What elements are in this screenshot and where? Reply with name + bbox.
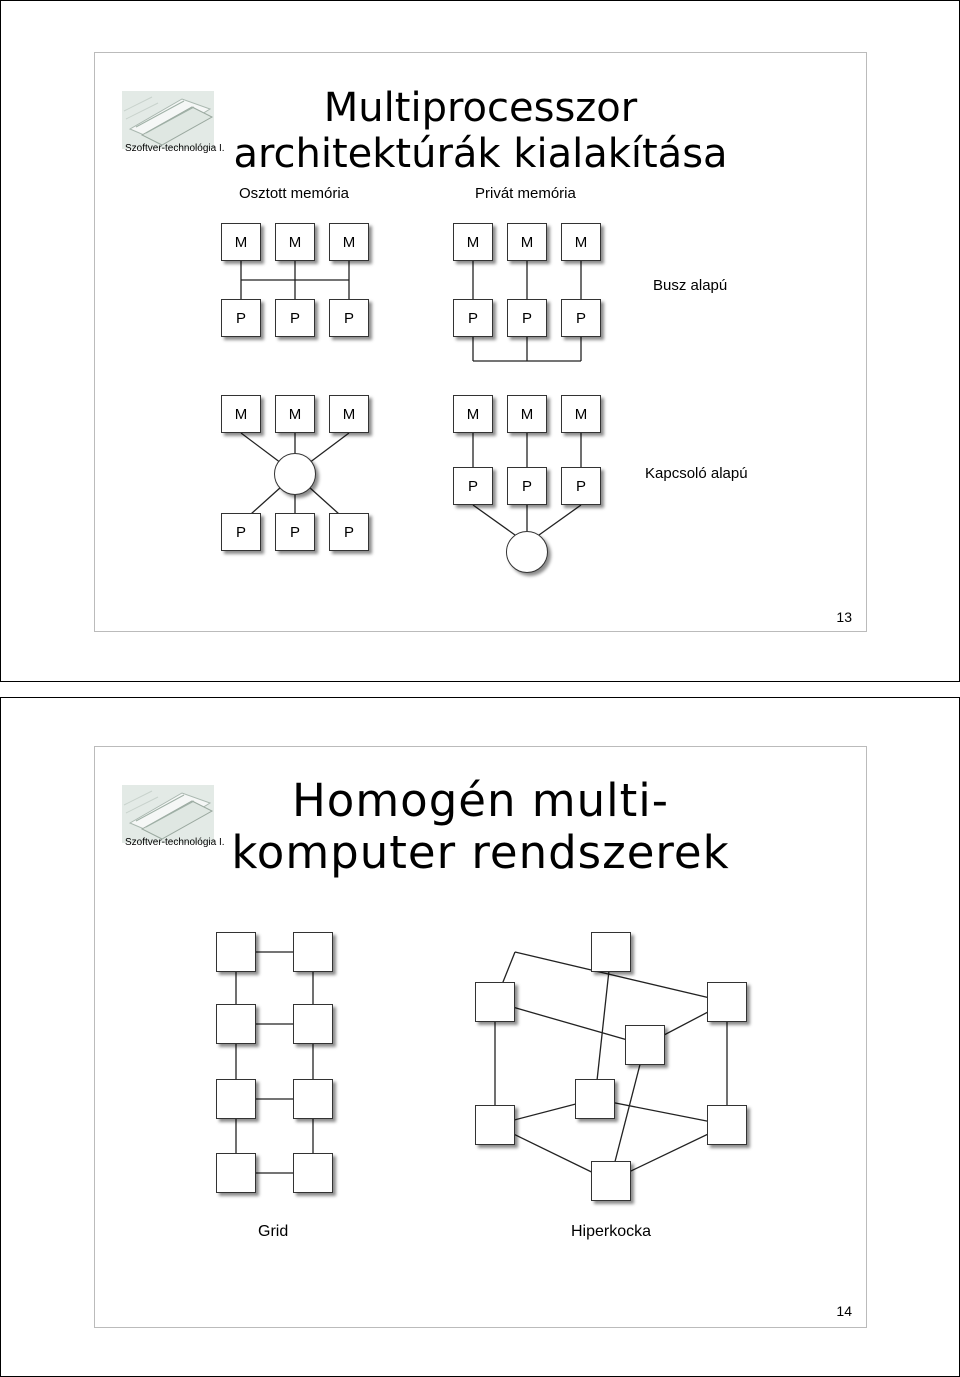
grid-node bbox=[293, 932, 333, 972]
hypercube-node bbox=[475, 1105, 515, 1145]
hypercube-node bbox=[707, 982, 747, 1022]
memory-box: M bbox=[453, 223, 493, 261]
hypercube-node bbox=[591, 932, 631, 972]
grid-node bbox=[293, 1079, 333, 1119]
memory-box: M bbox=[453, 395, 493, 433]
processor-box: P bbox=[275, 513, 315, 551]
bus-based-label: Busz alapú bbox=[653, 277, 728, 294]
switch-node bbox=[274, 453, 316, 495]
memory-box: M bbox=[221, 395, 261, 433]
memory-box: M bbox=[329, 223, 369, 261]
processor-box: P bbox=[221, 513, 261, 551]
shared-memory-label: Osztott memória bbox=[239, 185, 350, 202]
memory-box: M bbox=[507, 223, 547, 261]
processor-box: P bbox=[329, 299, 369, 337]
memory-box: M bbox=[329, 395, 369, 433]
slide-13 bbox=[94, 52, 867, 632]
memory-box: M bbox=[507, 395, 547, 433]
grid-node bbox=[293, 1153, 333, 1193]
hypercube-node bbox=[591, 1161, 631, 1201]
slide-title-line-1: Multiprocesszor bbox=[323, 85, 638, 131]
slide-14 bbox=[94, 746, 867, 1328]
logo-caption: Szoftver-technológia I. bbox=[125, 837, 225, 848]
hypercube-label: Hiperkocka bbox=[571, 1223, 652, 1240]
grid-node bbox=[216, 1004, 256, 1044]
grid-node bbox=[293, 1004, 333, 1044]
page-number: 13 bbox=[836, 609, 852, 625]
grid-node bbox=[216, 1153, 256, 1193]
grid-node bbox=[216, 932, 256, 972]
processor-box: P bbox=[561, 467, 601, 505]
page-number: 14 bbox=[836, 1303, 852, 1319]
hypercube-node bbox=[625, 1025, 665, 1065]
memory-box: M bbox=[561, 395, 601, 433]
processor-box: P bbox=[221, 299, 261, 337]
processor-box: P bbox=[507, 467, 547, 505]
processor-box: P bbox=[453, 467, 493, 505]
hypercube-node bbox=[475, 982, 515, 1022]
switch-based-label: Kapcsoló alapú bbox=[645, 465, 748, 482]
memory-box: M bbox=[275, 223, 315, 261]
processor-box: P bbox=[507, 299, 547, 337]
page-2 bbox=[0, 697, 960, 1377]
switch-node bbox=[506, 531, 548, 573]
processor-box: P bbox=[453, 299, 493, 337]
grid-label: Grid bbox=[258, 1223, 289, 1240]
logo-caption: Szoftver-technológia I. bbox=[125, 143, 225, 154]
memory-box: M bbox=[275, 395, 315, 433]
slide-title-line-2: komputer rendszerek bbox=[231, 826, 730, 879]
memory-box: M bbox=[221, 223, 261, 261]
hypercube-node bbox=[707, 1105, 747, 1145]
memory-box: M bbox=[561, 223, 601, 261]
hypercube-node bbox=[575, 1079, 615, 1119]
slide-title-line-2: architektúrák kialakítása bbox=[233, 131, 728, 177]
processor-box: P bbox=[329, 513, 369, 551]
processor-box: P bbox=[275, 299, 315, 337]
private-memory-label: Privát memória bbox=[475, 185, 576, 202]
slide-13-connections bbox=[95, 53, 866, 631]
slide-title-line-1: Homogén multi- bbox=[291, 774, 670, 827]
processor-box: P bbox=[561, 299, 601, 337]
grid-node bbox=[216, 1079, 256, 1119]
slide-14-connections bbox=[95, 747, 866, 1327]
page-1 bbox=[0, 0, 960, 682]
